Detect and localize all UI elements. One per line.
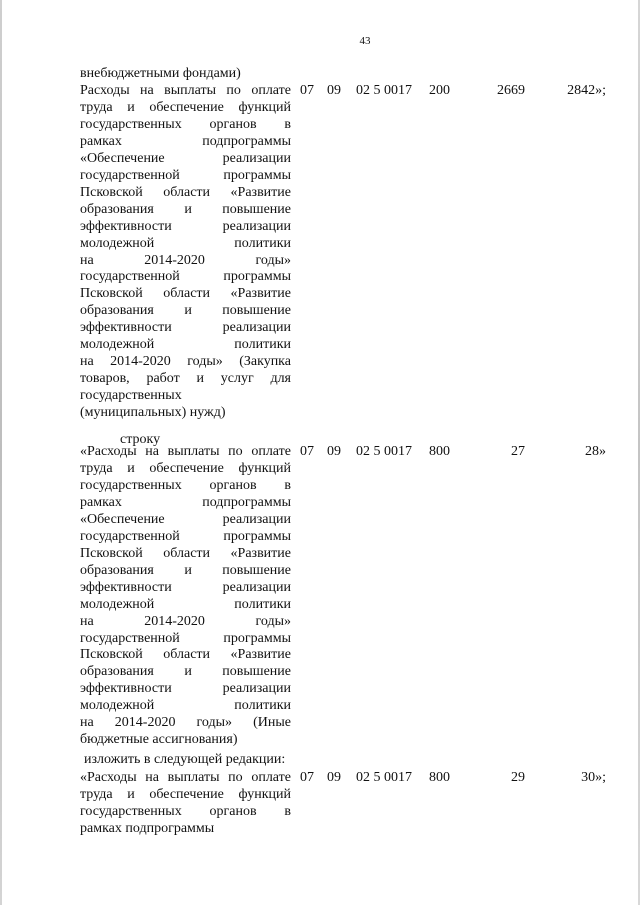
description-line: эффективности реализации bbox=[80, 218, 291, 234]
subsection-code: 09 bbox=[327, 83, 341, 98]
label-edit: изложить в следующей редакции: bbox=[84, 752, 286, 767]
top-line: внебюджетными фондами) bbox=[80, 66, 241, 81]
description-line: эффективности реализации bbox=[80, 681, 291, 697]
label-row: строку bbox=[120, 432, 161, 447]
section-code: 07 bbox=[300, 444, 314, 459]
description-line: «Обеспечение реализации bbox=[80, 150, 291, 166]
description-line: образования и повышение bbox=[80, 201, 291, 217]
description-line: товаров, работ и услуг для bbox=[80, 371, 291, 387]
description-line: (муниципальных) нужд) bbox=[80, 405, 226, 421]
target-article: 02 5 0017 bbox=[356, 444, 412, 459]
expense-type: 800 bbox=[429, 444, 450, 459]
description-line: государственной программы bbox=[80, 630, 291, 646]
description-line: на 2014-2020 годы» (Закупка bbox=[80, 354, 291, 370]
description-line: государственной программы bbox=[80, 167, 291, 183]
section-code: 07 bbox=[300, 83, 314, 98]
description-line: молодежной политики bbox=[80, 337, 291, 353]
subsection-code: 09 bbox=[327, 770, 341, 785]
description-line: государственных органов в bbox=[80, 803, 291, 819]
description-line: Псковской области «Развитие bbox=[80, 545, 291, 561]
amount-old: 27 bbox=[511, 444, 525, 459]
expense-type: 200 bbox=[429, 83, 450, 98]
target-article: 02 5 0017 bbox=[356, 770, 412, 785]
description-line: на 2014-2020 годы» bbox=[80, 252, 291, 268]
description-line: «Расходы на выплаты по оплате bbox=[80, 444, 291, 459]
description-line: молодежной политики bbox=[80, 698, 291, 714]
expense-type: 800 bbox=[429, 770, 450, 785]
description-line: молодежной политики bbox=[80, 235, 291, 251]
page-number: 43 bbox=[359, 35, 371, 47]
description-line: труда и обеспечение функций bbox=[80, 460, 291, 476]
description-line: труда и обеспечение функций bbox=[80, 787, 291, 802]
description-line: рамках подпрограммы bbox=[80, 820, 215, 836]
description-line: рамках подпрограммы bbox=[80, 494, 291, 510]
description-line: государственных bbox=[80, 388, 182, 404]
description-line: эффективности реализации bbox=[80, 320, 291, 336]
description-line: эффективности реализации bbox=[80, 579, 291, 595]
amount-old: 29 bbox=[511, 770, 525, 785]
target-article: 02 5 0017 bbox=[356, 83, 412, 98]
description-line: Псковской области «Развитие bbox=[80, 184, 291, 200]
description-line: бюджетные ассигнования) bbox=[80, 732, 238, 748]
description-line: труда и обеспечение функций bbox=[80, 100, 291, 115]
description-line: государственных органов в bbox=[80, 477, 291, 493]
description-line: Псковской области «Развитие bbox=[80, 286, 291, 302]
subsection-code: 09 bbox=[327, 444, 341, 459]
description-line: на 2014-2020 годы» bbox=[80, 613, 291, 629]
description-line: рамках подпрограммы bbox=[80, 133, 291, 149]
description-line: «Расходы на выплаты по оплате bbox=[80, 770, 291, 785]
description-line: Расходы на выплаты по оплате bbox=[80, 83, 291, 98]
amount-new: 28» bbox=[585, 444, 606, 459]
description-line: Псковской области «Развитие bbox=[80, 647, 291, 663]
amount-old: 2669 bbox=[497, 83, 525, 98]
description-line: на 2014-2020 годы» (Иные bbox=[80, 715, 291, 731]
description-line: государственных органов в bbox=[80, 116, 291, 132]
description-line: государственной программы bbox=[80, 528, 291, 544]
description-line: образования и повышение bbox=[80, 303, 291, 319]
description-line: образования и повышение bbox=[80, 664, 291, 680]
description-line: молодежной политики bbox=[80, 596, 291, 612]
amount-new: 2842»; bbox=[567, 83, 606, 98]
amount-new: 30»; bbox=[581, 770, 606, 785]
description-line: государственной программы bbox=[80, 269, 291, 285]
description-line: «Обеспечение реализации bbox=[80, 511, 291, 527]
section-code: 07 bbox=[300, 770, 314, 785]
description-line: образования и повышение bbox=[80, 562, 291, 578]
